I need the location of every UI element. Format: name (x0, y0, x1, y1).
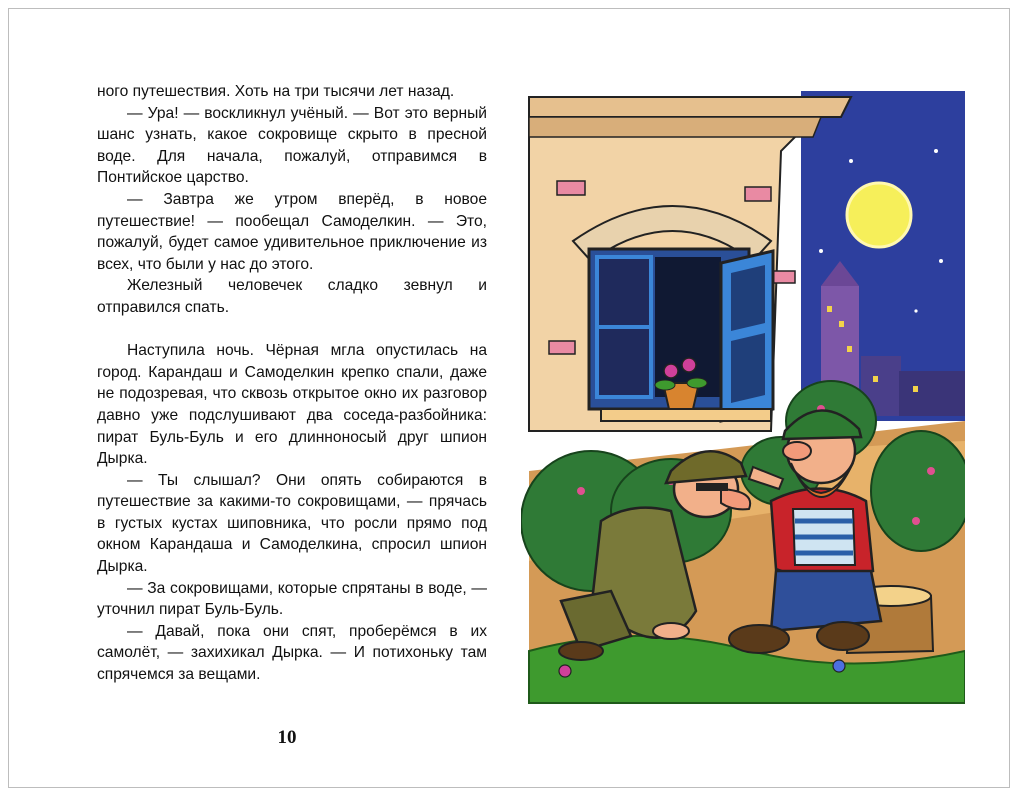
paragraph: — Завтра же утром вперёд, в новое путешествие! — пообещал Самоделкин. — Это, пожалуй, будет самое удивительное приключение из всех, что были у нас до этого. (97, 190, 487, 273)
story-text (97, 81, 487, 686)
paragraph: Железный человечек сладко зевнул и отправился спать. (97, 277, 487, 316)
moon (847, 183, 911, 247)
paragraph: — Ты слышал? Они опять собираются в путешествие за какими-то сокровищами, — прячась в густых кустах шиповника, что росли прямо под окном Карандаша и Самоделкина, спросил шпион Дырка. (97, 471, 487, 576)
paragraph: ного путешествия. Хоть на три тысячи лет назад. (97, 83, 455, 100)
window-sill (601, 409, 771, 421)
paragraph: — За сокровищами, которые спрятаны в воде, — уточнил пират Буль-Буль. (97, 579, 487, 619)
paragraph: Наступила ночь. Чёрная мгла опустилась на город. Карандаш и Самоделкин крепко спали, даже не подозревая, что сквозь открытое окно их разговор давно уже подслушивают два соседа-разбойника: пират Буль-Буль и его длинноносый друг шпион Дырка. (97, 342, 487, 468)
book-page (8, 8, 1010, 788)
paragraph: — Давай, пока они спят, проберёмся в их самолёт, — захихикал Дырка. — И потихоньку там спрячемся за вещами. (97, 622, 487, 684)
story-illustration (521, 91, 965, 711)
page-number: 10 (277, 727, 297, 748)
paragraph: — Ура! — воскликнул учёный. — Вот это верный шанс узнать, какое сокровище скрыто в пресной воде. Для начала, пожалуй, отправимся в Понтийское царство. (97, 104, 487, 187)
cornice (529, 97, 851, 117)
